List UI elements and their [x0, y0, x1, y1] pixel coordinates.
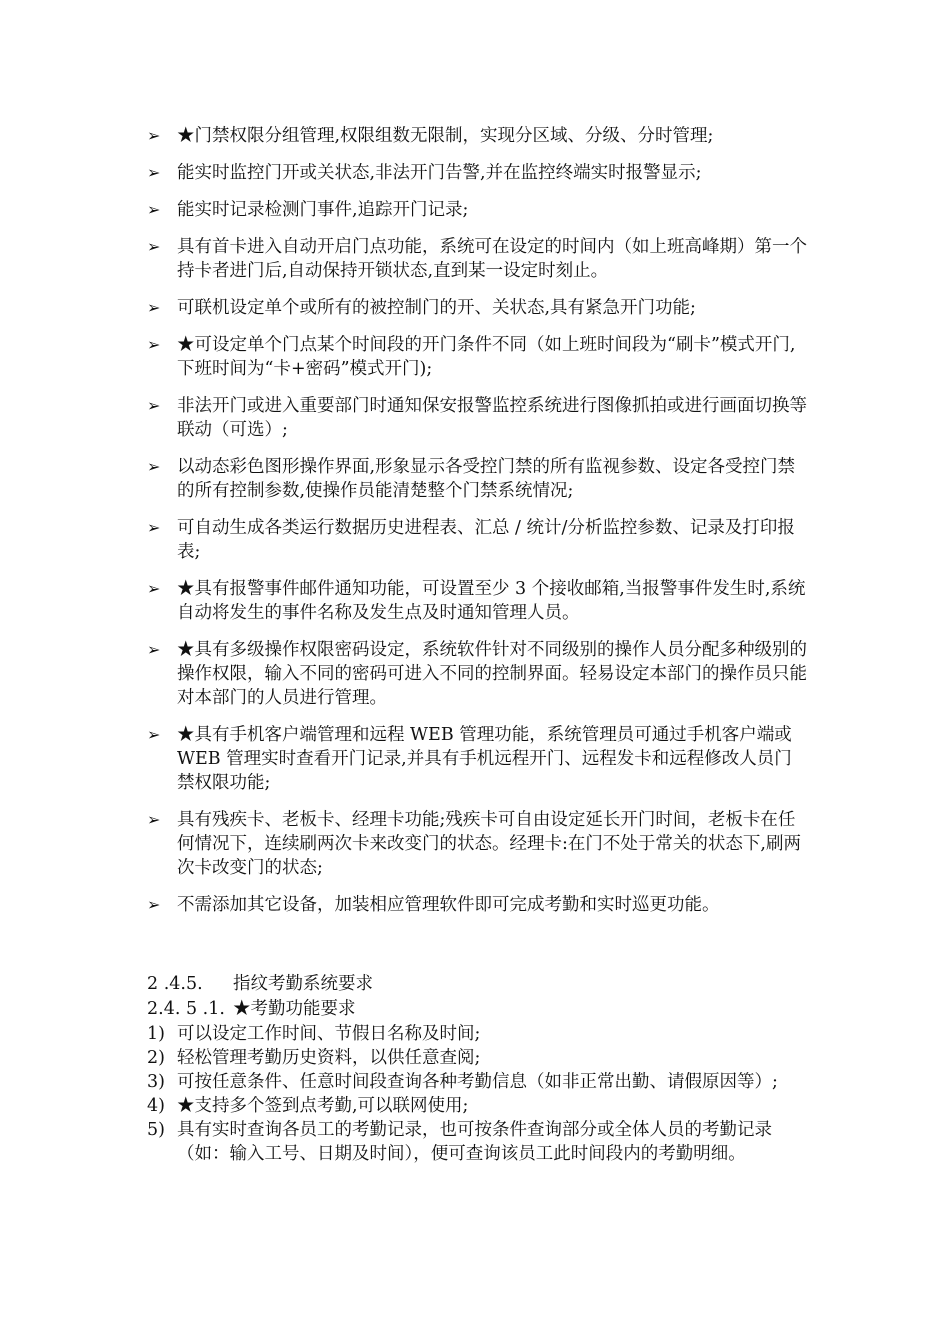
list-item	[147, 577, 807, 625]
numbered-item	[147, 1094, 807, 1118]
list-item-text: ★可设定单个门点某个时间段的开门条件不同（如上班时间段为“刷卡”模式开门,下班时间为“卡+密码”模式开门);	[177, 335, 796, 379]
arrow-bullet-icon: ➢	[147, 237, 161, 256]
list-item	[147, 296, 807, 320]
arrow-bullet-icon: ➢	[147, 200, 161, 219]
list-item-text: 不需添加其它设备，加装相应管理软件即可完成考勤和实时巡更功能。	[177, 895, 720, 915]
arrow-bullet-icon: ➢	[147, 163, 161, 182]
item-text: 可以设定工作时间、节假日名称及时间;	[177, 1024, 481, 1044]
arrow-bullet-icon: ➢	[147, 579, 161, 598]
list-item	[147, 198, 807, 222]
arrow-bullet-icon: ➢	[147, 396, 161, 415]
item-text: ★支持多个签到点考勤,可以联网使用;	[177, 1096, 469, 1116]
arrow-bullet-icon: ➢	[147, 126, 161, 145]
list-item-text: 能实时监控门开或关状态,非法开门告警,并在监控终端实时报警显示;	[177, 163, 702, 183]
numbered-item	[147, 1022, 807, 1046]
list-item	[147, 893, 807, 917]
subsection-title: ★考勤功能要求	[233, 999, 356, 1019]
list-item-text: ★具有多级操作权限密码设定，系统软件针对不同级别的操作人员分配多种级别的操作权限，输入不同的密码可进入不同的控制界面。轻易设定本部门的操作员只能对本部门的人员进行管理。	[177, 640, 807, 708]
item-text: 可按任意条件、任意时间段查询各种考勤信息（如非正常出勤、请假原因等）;	[177, 1072, 778, 1092]
arrow-bullet-icon: ➢	[147, 457, 161, 476]
item-number: 5)	[147, 1120, 165, 1140]
list-item-text: 具有残疾卡、老板卡、经理卡功能;残疾卡可自由设定延长开门时间，老板卡在任何情况下，连续刷两次卡来改变门的状态。经理卡:在门不处于常关的状态下,刷两次卡改变门的状态;	[177, 810, 801, 878]
list-item	[147, 394, 807, 442]
list-item-text: 能实时记录检测门事件,追踪开门记录;	[177, 200, 469, 220]
list-item	[147, 161, 807, 185]
list-item-text: 具有首卡进入自动开启门点功能，系统可在设定的时间内（如上班高峰期）第一个持卡者进门后,自动保持开锁状态,直到某一设定时刻止。	[177, 237, 807, 281]
list-item-text: 以动态彩色图形操作界面,形象显示各受控门禁的所有监视参数、设定各受控门禁的所有控制参数,使操作员能清楚整个门禁系统情况;	[177, 457, 796, 501]
list-item	[147, 333, 807, 381]
arrow-bullet-icon: ➢	[147, 725, 161, 744]
item-number: 4)	[147, 1096, 165, 1116]
subsection-number: 2.4. 5 .1.	[147, 999, 225, 1019]
section-heading	[147, 972, 807, 997]
item-number: 2)	[147, 1048, 165, 1068]
list-item	[147, 516, 807, 564]
item-text: 轻松管理考勤历史资料，以供任意查阅;	[177, 1048, 481, 1068]
arrow-bullet-icon: ➢	[147, 640, 161, 659]
arrow-bullet-icon: ➢	[147, 518, 161, 537]
attendance-section	[147, 972, 807, 1166]
section-title: 指纹考勤系统要求	[233, 974, 373, 994]
numbered-item	[147, 1046, 807, 1070]
list-item-text: ★门禁权限分组管理,权限组数无限制，实现分区域、分级、分时管理;	[177, 126, 714, 146]
list-item	[147, 723, 807, 795]
list-item-text: 可联机设定单个或所有的被控制门的开、关状态,具有紧急开门功能;	[177, 298, 696, 318]
numbered-item	[147, 1118, 807, 1166]
list-item	[147, 638, 807, 710]
arrow-bullet-icon: ➢	[147, 810, 161, 829]
list-item-text: 可自动生成各类运行数据历史进程表、汇总 / 统计/分析监控参数、记录及打印报表;	[177, 518, 795, 562]
list-item-text: ★具有报警事件邮件通知功能，可设置至少 3 个接收邮箱,当报警事件发生时,系统自动将发生的事件名称及发生点及时通知管理人员。	[177, 579, 806, 623]
arrow-bullet-icon: ➢	[147, 895, 161, 914]
arrow-bullet-icon: ➢	[147, 298, 161, 317]
section-number: 2 .4.5.	[147, 974, 203, 994]
list-item	[147, 808, 807, 880]
item-number: 1)	[147, 1024, 165, 1044]
list-item	[147, 455, 807, 503]
subsection-heading	[147, 997, 807, 1022]
arrow-bullet-icon: ➢	[147, 335, 161, 354]
list-item	[147, 235, 807, 283]
list-item-text: ★具有手机客户端管理和远程 WEB 管理功能，系统管理员可通过手机客户端或 WEB 管理实时查看开门记录,并具有手机远程开门、远程发卡和远程修改人员门禁权限功能;	[177, 725, 792, 793]
item-text: 具有实时查询各员工的考勤记录，也可按条件查询部分或全体人员的考勤记录（如：输入工号、日期及时间），便可查询该员工此时间段内的考勤明细。	[177, 1120, 772, 1164]
item-number: 3)	[147, 1072, 165, 1092]
list-item	[147, 124, 807, 148]
numbered-item	[147, 1070, 807, 1094]
list-item-text: 非法开门或进入重要部门时通知保安报警监控系统进行图像抓拍或进行画面切换等联动（可选）;	[177, 396, 807, 440]
bullet-list	[147, 124, 807, 930]
